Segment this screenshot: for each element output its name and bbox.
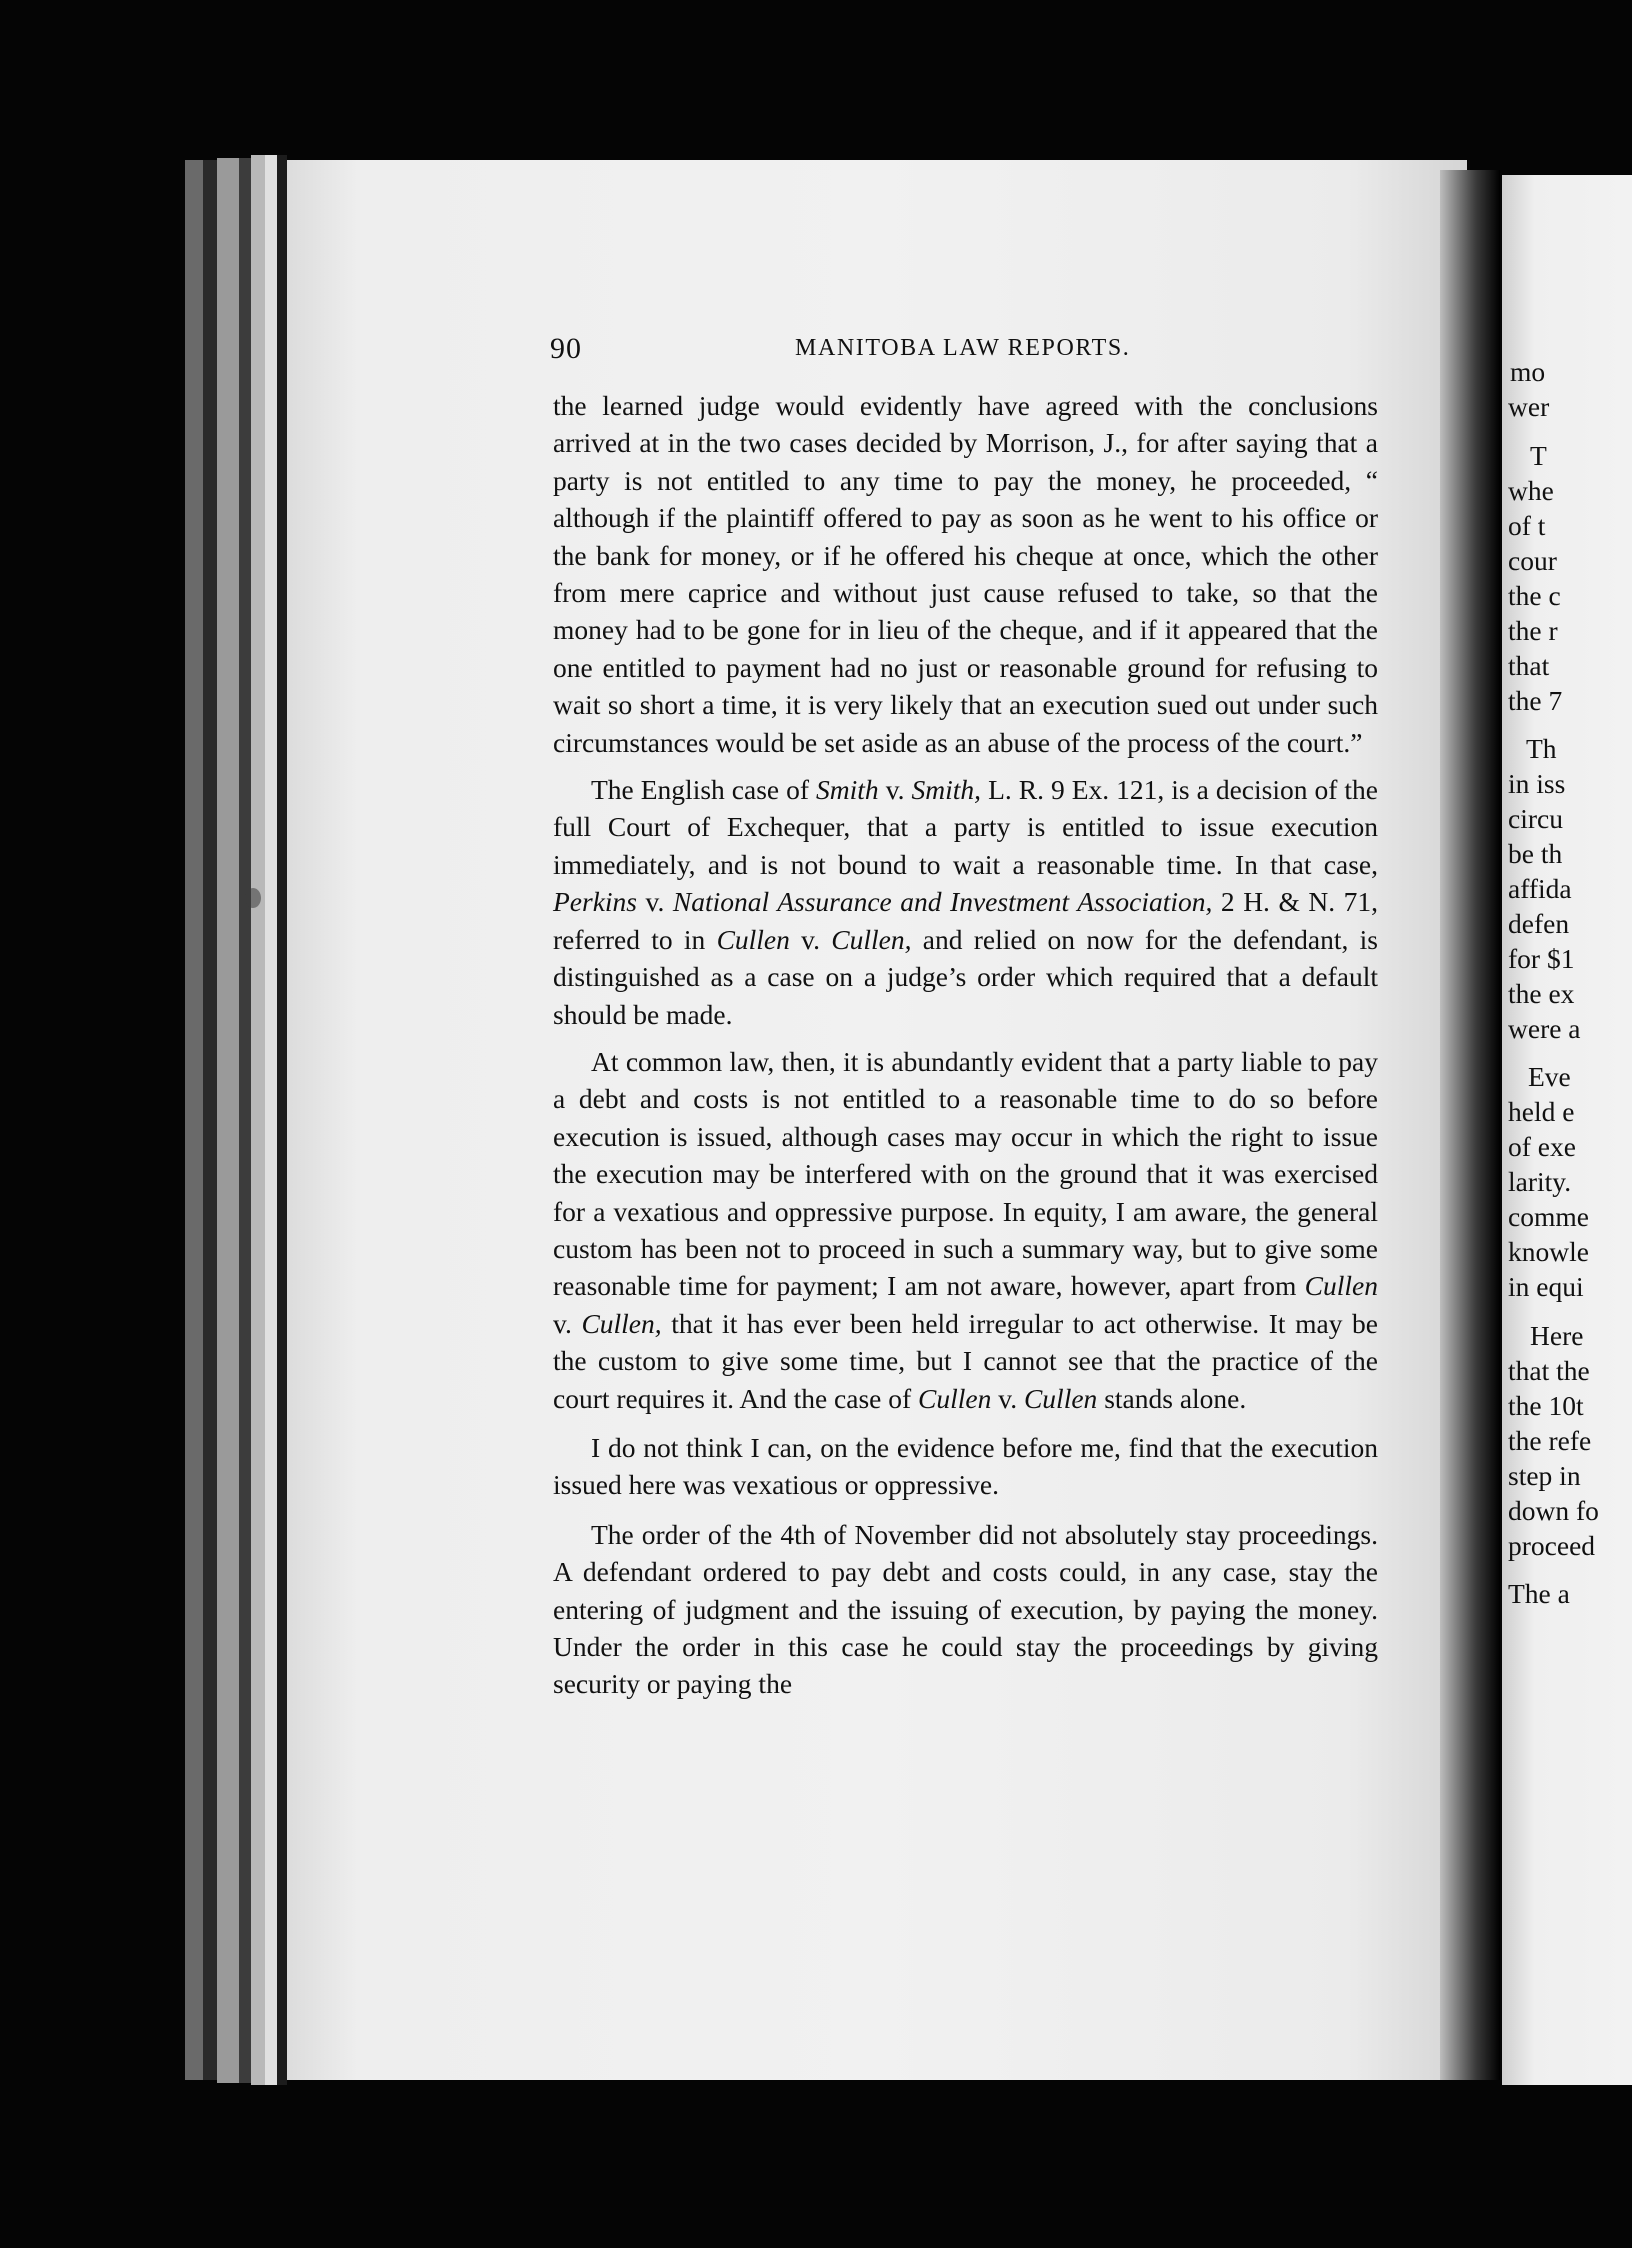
facing-page-line: circu — [1508, 803, 1563, 834]
book-edge-strip — [203, 160, 217, 2080]
case-name: Perkins — [553, 886, 638, 918]
case-name: Cullen — [1023, 1382, 1098, 1414]
facing-page-line: Here — [1530, 1320, 1584, 1351]
facing-page-line: in iss — [1508, 768, 1566, 799]
text-run: The English case of — [591, 774, 817, 806]
body-text — [553, 387, 1378, 1703]
left-page — [287, 160, 1467, 2080]
text-run: v. — [789, 923, 832, 955]
facing-page-line: knowle — [1508, 1236, 1589, 1267]
text-run: At common law, then, it is abundantly evident that a party liable to pay a debt and costs is not entitled to a reasonable time to do so before execution is issued, although cases may occur in which the right to issue the execution may be interfered with on the ground that it was exercised for a vexatious and oppressive purpose. In equity, I am aware, the general custom has been not to proceed in such a summary way, but to give some reasonable time for payment; I am not aware, however, apart from — [553, 1045, 1378, 1302]
facing-page-line: that the — [1508, 1355, 1590, 1386]
facing-page-line: mo — [1510, 356, 1546, 387]
book-edge-strip — [217, 158, 239, 2083]
facing-page — [1502, 175, 1632, 2085]
facing-page-line: comme — [1508, 1201, 1589, 1232]
facing-page-line: larity. — [1508, 1166, 1572, 1197]
facing-page-line: were a — [1508, 1013, 1581, 1044]
facing-page-line: Th — [1526, 733, 1557, 764]
paragraph — [553, 771, 1378, 1033]
book-edge-strip — [251, 155, 265, 2085]
ink-smudge — [245, 888, 261, 908]
text-run: 2 H. & N. 71, referred to in — [553, 886, 1378, 955]
text-run: The order of the 4th of November did not absolutely stay proceedings. A defendant ordered to pay debt and costs could, in any case, stay the entering of judgment and the issuing of execution, by paying the money. Under the order in this case he could stay the proceedings by giving security or paying the — [553, 1518, 1378, 1700]
facing-page-line: The a — [1508, 1578, 1570, 1609]
facing-page-line: step in — [1508, 1460, 1581, 1491]
page-header — [550, 332, 1250, 372]
case-name: Cullen — [716, 923, 790, 955]
text-run: v. — [878, 774, 912, 806]
paragraph — [553, 1429, 1378, 1504]
facing-page-line: for $1 — [1508, 943, 1575, 974]
book-edge-strip — [239, 158, 251, 2083]
case-name: Smith — [816, 774, 879, 806]
book-gutter — [1440, 170, 1500, 2080]
text-run: v. — [553, 1307, 582, 1339]
page-number: 90 — [550, 332, 582, 365]
facing-page-line: held e — [1508, 1096, 1575, 1127]
facing-page-line: the c — [1508, 580, 1561, 611]
text-run: v. — [637, 886, 673, 918]
facing-page-line: the r — [1508, 615, 1558, 646]
facing-page-line: Eve — [1528, 1061, 1571, 1092]
text-run: the learned judge would evidently have agreed with the conclusions arrived at in the two cases decided by Morrison, J., for after saying that a party is not entitled to any time to pay the money, he proceeded, “ although if the plaintiff offered to pay as soon as he went to his office or the bank for money, or if he offered his cheque at once, which the other from mere caprice and without just cause refused to take, so that the money had to be gone for in lieu of the cheque, and if it appeared that the one entitled to payment had no just or reasonable ground for refusing to wait so short a time, it is very likely that an execution sued out under such circumstances would be set aside as an abuse of the process of the court.” — [553, 390, 1378, 758]
text-run: that it has ever been held irregular to act otherwise. It may be the custom to give some time, but I cannot see that the practice of the court requires it. And the case of — [553, 1307, 1379, 1414]
text-run: I do not think I can, on the evidence before me, find that the execution issued here was vexatious or oppressive. — [553, 1431, 1378, 1501]
running-head: MANITOBA LAW REPORTS. — [795, 335, 1131, 361]
case-name: Cullen — [1304, 1270, 1378, 1302]
facing-page-line: the 7 — [1508, 685, 1563, 716]
facing-page-line: affida — [1508, 873, 1572, 904]
facing-page-line: be th — [1508, 838, 1563, 869]
facing-page-line: T — [1530, 440, 1547, 471]
paragraph — [553, 1516, 1378, 1703]
book-edge-strip — [277, 155, 287, 2085]
text-run: v. — [991, 1382, 1024, 1414]
facing-page-line: of t — [1508, 510, 1546, 541]
paragraph — [553, 387, 1378, 761]
text-run: and relied on now for the defendant, is distinguished as a case on a judge’s order which required that a default should be made. — [553, 923, 1379, 1030]
case-name: Smith, — [911, 774, 982, 806]
book-edge-strip — [185, 160, 203, 2080]
facing-page-line: the refe — [1508, 1425, 1592, 1456]
facing-page-line: in equi — [1508, 1271, 1584, 1302]
facing-page-line: whe — [1508, 475, 1554, 506]
facing-page-line: down fo — [1508, 1495, 1599, 1526]
facing-page-line: defen — [1508, 908, 1570, 939]
facing-page-line: the ex — [1508, 978, 1575, 1009]
facing-page-line: the 10t — [1508, 1390, 1584, 1421]
facing-page-line: wer — [1508, 391, 1550, 422]
paragraph — [553, 1043, 1378, 1417]
text-run: stands alone. — [1097, 1382, 1247, 1414]
facing-page-line: proceed — [1508, 1530, 1596, 1561]
facing-page-line: cour — [1508, 545, 1557, 576]
case-name: National Assurance and Investment Association, — [672, 886, 1213, 918]
case-name: Cullen — [918, 1382, 992, 1414]
facing-page-line: that — [1508, 650, 1550, 681]
facing-page-line: of exe — [1508, 1131, 1576, 1162]
book-edge-strip — [265, 155, 277, 2085]
text-run: L. R. 9 Ex. 121, is a decision of the full Court of Exchequer, that a party is entitled to issue execution immediately, and is not bound to wait a reasonable time. In that case, — [553, 774, 1379, 880]
case-name: Cullen, — [581, 1307, 662, 1339]
case-name: Cullen, — [831, 923, 912, 955]
